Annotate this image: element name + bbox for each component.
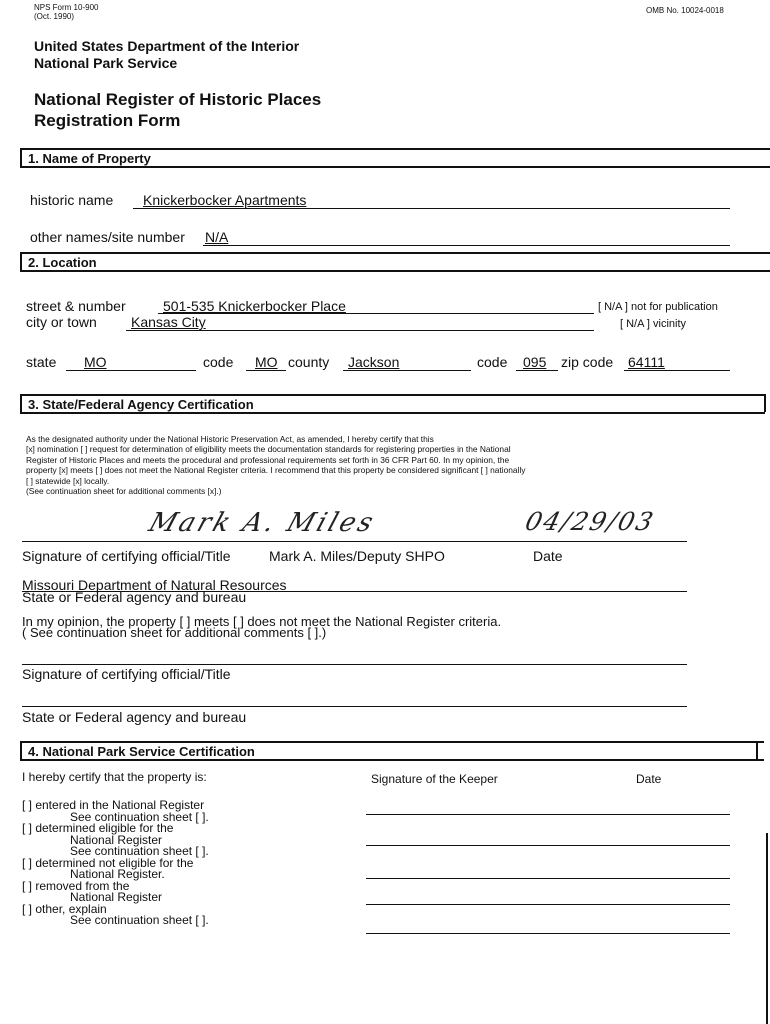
section-1-title: 1. Name of Property (28, 151, 151, 166)
option-text: National Register (70, 890, 163, 904)
historic-name-line (133, 208, 730, 209)
date-label: Date (533, 548, 563, 564)
signature-title: Mark A. Miles/Deputy SHPO (269, 548, 445, 564)
option-continuation[interactable]: See continuation sheet [ ]. (70, 844, 209, 858)
other-names-value[interactable]: N/A (205, 229, 229, 245)
handwritten-signature: Mark A. Miles (145, 508, 380, 538)
cert-line: property [x] meets [ ] does not meet the National Register criteria. I recommend that this property be considered significant [ ] nationally (26, 465, 526, 476)
vicinity[interactable]: [ N/A ] vicinity (620, 318, 687, 330)
keeper-label: Signature of the Keeper (371, 772, 498, 786)
option-eligible[interactable]: [ ] determined eligible for the (22, 821, 174, 835)
city-value[interactable]: Kansas City (131, 314, 206, 330)
form-date: (Oct. 1990) (34, 12, 75, 21)
state-value[interactable]: MO (84, 354, 107, 370)
section-2-header (20, 252, 770, 272)
section-3-header (20, 394, 765, 414)
city-label: city or town (26, 314, 97, 330)
section-4-edge (756, 741, 758, 761)
zip-label: zip code (561, 354, 614, 370)
county-label: county (288, 354, 330, 370)
street-value[interactable]: 501-535 Knickerbocker Place (163, 298, 346, 314)
state-code-line (246, 370, 286, 371)
street-label: street & number (26, 298, 126, 314)
state-line (66, 370, 196, 371)
option-text: National Register (70, 832, 163, 847)
option-text: National Register. (70, 867, 165, 881)
signature-label-2: Signature of certifying official/Title (22, 666, 231, 682)
agency-value[interactable]: Missouri Department of Natural Resources (22, 577, 287, 593)
section-4-header (20, 741, 764, 761)
section-1-header (20, 148, 770, 168)
keeper-line-5 (366, 933, 730, 934)
service-name: National Park Service (34, 55, 178, 71)
cert-line: [ ] statewide [x] locally. (26, 475, 110, 486)
nps-options (22, 800, 209, 927)
keeper-line-4 (366, 904, 730, 905)
department-name: United States Department of the Interior (34, 38, 300, 54)
state-code-label: code (203, 354, 234, 370)
keeper-date-label: Date (636, 772, 662, 786)
state-code-value[interactable]: MO (255, 354, 278, 370)
keeper-line-3 (366, 878, 730, 879)
option-continuation[interactable]: See continuation sheet [ ]. (70, 913, 209, 927)
cert-line: (See continuation sheet for additional comments [x].) (26, 486, 222, 497)
state-label: state (26, 354, 57, 370)
street-line (158, 313, 594, 314)
agency-line-2 (22, 706, 687, 707)
not-for-publication[interactable]: [ N/A ] not for publication (598, 301, 718, 313)
form-subtitle: Registration Form (34, 111, 181, 130)
section-2-title: 2. Location (28, 255, 97, 270)
opinion-line-1: In my opinion, the property [ ] meets [ ] does not meet the National Register criteria. (22, 614, 502, 629)
section-3-edge (764, 394, 766, 412)
zip-line (624, 370, 730, 371)
zip-value[interactable]: 64111 (628, 354, 665, 370)
county-line (343, 370, 471, 371)
right-edge-bar (766, 833, 768, 1024)
form-title: National Register of Historic Places (34, 90, 322, 109)
historic-name-value[interactable]: Knickerbocker Apartments (143, 192, 307, 208)
section-3-title: 3. State/Federal Agency Certification (28, 397, 254, 412)
cert-line: [x] nomination [ ] request for determination of eligibility meets the documentation standards for registering properties in the National (26, 444, 511, 455)
agency-label: State or Federal agency and bureau (22, 589, 247, 605)
other-names-label: other names/site number (30, 229, 185, 245)
certify-label: I hereby certify that the property is: (22, 770, 207, 784)
form-number: NPS Form 10-900 (34, 3, 99, 12)
option-other[interactable]: [ ] other, explain (22, 901, 107, 916)
other-names-line (203, 245, 730, 246)
section-4-title: 4. National Park Service Certification (28, 744, 255, 759)
keeper-line-2 (366, 845, 730, 846)
option-not-eligible[interactable]: [ ] determined not eligible for the (22, 855, 194, 870)
cert-line: As the designated authority under the National Historic Preservation Act, as amended, I hereby certify that this (26, 434, 434, 444)
county-value[interactable]: Jackson (348, 354, 400, 370)
option-removed[interactable]: [ ] removed from the (22, 878, 130, 893)
handwritten-date: 04/29/03 (522, 507, 658, 536)
county-code-label: code (477, 354, 508, 370)
option-continuation[interactable]: See continuation sheet [ ]. (70, 809, 209, 824)
cert-line: Register of Historic Places and meets the procedural and professional requirements set forth in 36 CFR Part 60. In my opinion, the (26, 454, 510, 465)
county-code-line (516, 370, 558, 371)
signature-line (22, 541, 687, 542)
signature-line-2 (22, 664, 687, 665)
keeper-line-1 (366, 814, 730, 815)
city-line (126, 330, 594, 331)
historic-name-label: historic name (30, 192, 114, 208)
signature-label: Signature of certifying official/Title (22, 548, 231, 564)
option-entered[interactable]: [ ] entered in the National Register (22, 798, 205, 812)
agency-label-2: State or Federal agency and bureau (22, 709, 247, 725)
county-code-value[interactable]: 095 (523, 354, 547, 370)
certification-text (26, 434, 526, 496)
omb-number: OMB No. 10024-0018 (646, 6, 724, 15)
opinion-line-2: ( See continuation sheet for additional comments [ ].) (22, 625, 327, 640)
